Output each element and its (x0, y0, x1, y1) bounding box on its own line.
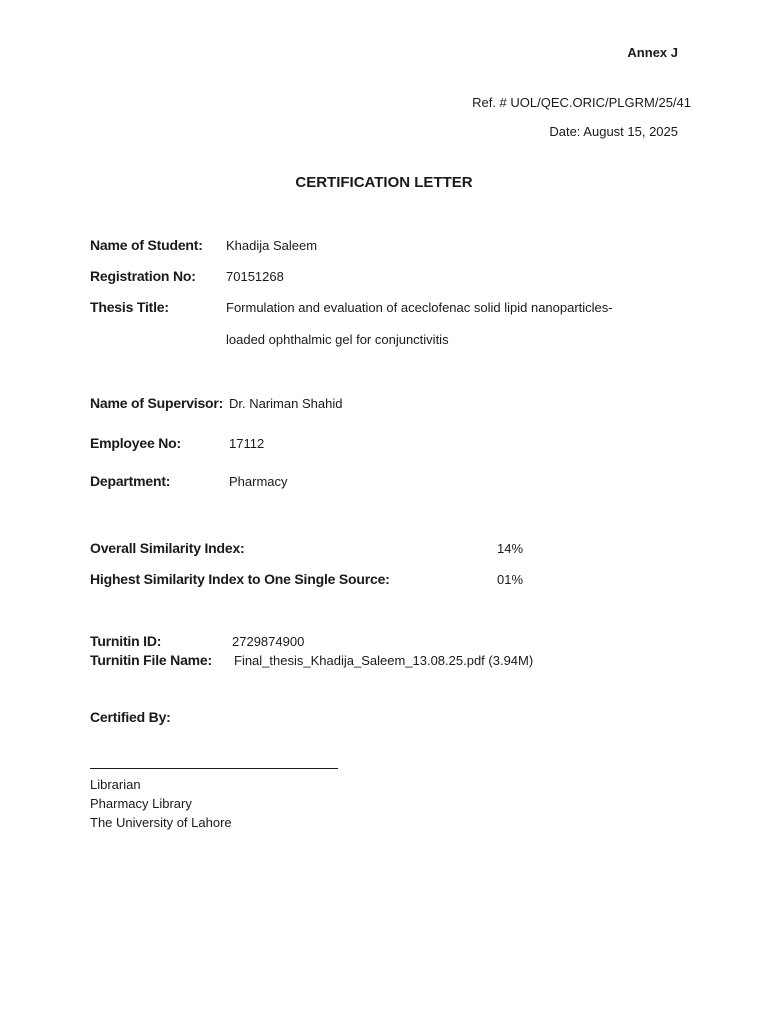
supervisor-name-value: Dr. Nariman Shahid (229, 396, 343, 411)
employee-no-label: Employee No: (90, 435, 181, 451)
turnitin-id-label: Turnitin ID: (90, 633, 162, 649)
reference-number: Ref. # UOL/QEC.ORIC/PLGRM/25/41 (472, 95, 691, 110)
turnitin-file-label: Turnitin File Name: (90, 652, 212, 668)
turnitin-file-value: Final_thesis_Khadija_Saleem_13.08.25.pdf (3.94M) (234, 653, 534, 668)
student-name-label: Name of Student: (90, 237, 203, 253)
department-label: Department: (90, 473, 171, 489)
turnitin-id-value: 2729874900 (232, 634, 305, 649)
annex-label: Annex J (627, 45, 678, 60)
signature-line (90, 768, 338, 769)
registration-value: 70151268 (226, 269, 284, 284)
thesis-title-line1: Formulation and evaluation of aceclofenac solid lipid nanoparticles- (226, 300, 613, 315)
overall-similarity-label: Overall Similarity Index: (90, 540, 245, 556)
overall-similarity-value: 14% (497, 541, 524, 556)
letter-date: Date: August 15, 2025 (549, 124, 678, 139)
thesis-title-line2: loaded ophthalmic gel for conjunctivitis (226, 332, 449, 347)
certifier-library: Pharmacy Library (90, 796, 192, 811)
student-name-value: Khadija Saleem (226, 238, 318, 253)
highest-similarity-value: 01% (497, 572, 524, 587)
page-title: CERTIFICATION LETTER (295, 174, 473, 191)
supervisor-name-label: Name of Supervisor: (90, 395, 224, 411)
certified-by-label: Certified By: (90, 709, 171, 725)
certifier-title: Librarian (90, 777, 141, 792)
thesis-title-label: Thesis Title: (90, 299, 169, 315)
department-value: Pharmacy (229, 474, 288, 489)
registration-label: Registration No: (90, 268, 196, 284)
employee-no-value: 17112 (229, 436, 265, 451)
highest-similarity-label: Highest Similarity Index to One Single Source: (90, 571, 390, 587)
certifier-university: The University of Lahore (90, 815, 232, 830)
